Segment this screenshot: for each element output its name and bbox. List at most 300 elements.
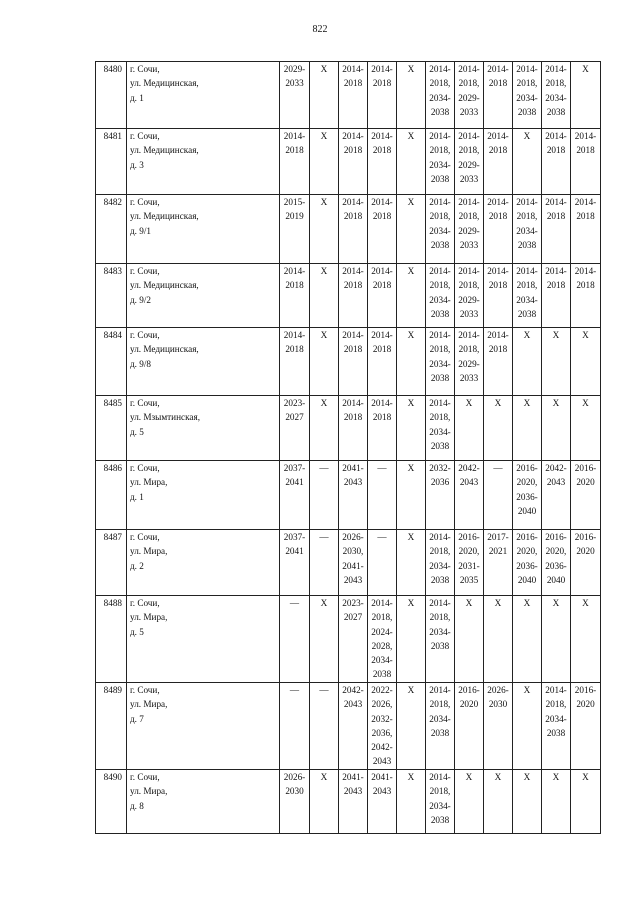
schedule-line: 2033 — [459, 308, 479, 319]
schedule-cell — [455, 195, 484, 264]
schedule-cell — [280, 770, 310, 834]
schedule-cell — [310, 396, 339, 461]
schedule-cell — [368, 328, 397, 396]
schedule-line: 2021 — [488, 546, 508, 557]
row-number-cell: 8489 — [96, 683, 127, 770]
schedule-line: 2014- — [458, 64, 480, 74]
schedule-cell — [368, 129, 397, 195]
address-line: г. Сочи, — [130, 463, 160, 473]
schedule-line: X — [494, 398, 502, 408]
schedule-cell — [542, 683, 571, 770]
schedule-line: 2014- — [516, 197, 538, 207]
schedule-line: 2023- — [283, 398, 306, 408]
schedule-cell — [397, 683, 426, 770]
schedule-line: 2020, — [545, 546, 567, 557]
schedule-cell — [280, 195, 310, 264]
address-line: д. 1 — [130, 491, 144, 502]
schedule-line: X — [552, 398, 560, 408]
schedule-line: 2018 — [285, 280, 304, 291]
schedule-line: 2015- — [283, 197, 306, 207]
schedule-cell — [571, 770, 601, 834]
address-line: ул. Мира, — [130, 546, 168, 557]
schedule-line: X — [320, 598, 328, 608]
schedule-line: 2016- — [516, 463, 538, 473]
table-row — [96, 596, 601, 683]
table-row — [96, 396, 601, 461]
schedule-line: 2014- — [458, 266, 480, 276]
dash-mark: — — [319, 685, 329, 695]
schedule-cell — [397, 129, 426, 195]
schedule-line: 2014- — [371, 398, 393, 408]
schedule-line: 2016- — [516, 532, 538, 542]
schedule-cell — [397, 530, 426, 596]
address-line: д. 2 — [130, 560, 144, 571]
schedule-cell — [426, 683, 455, 770]
schedule-cell — [368, 195, 397, 264]
schedule-cell — [426, 396, 455, 461]
schedule-cell — [484, 770, 513, 834]
schedule-line: X — [407, 197, 415, 207]
address-line: ул. Медицинская, — [130, 344, 199, 355]
schedule-line: 2014- — [283, 266, 306, 276]
schedule-cell — [542, 596, 571, 683]
schedule-line: 2029- — [458, 92, 480, 103]
schedule-line: X — [523, 131, 531, 141]
address-line: д. 9/8 — [130, 358, 152, 369]
schedule-line: 2018, — [516, 78, 538, 89]
schedule-line: 2018 — [546, 211, 566, 222]
address-line: ул. Мзымтинская, — [130, 412, 201, 423]
schedule-cell — [455, 770, 484, 834]
address-cell — [127, 461, 280, 530]
schedule-line: X — [407, 598, 415, 608]
schedule-cell — [397, 396, 426, 461]
schedule-cell — [426, 264, 455, 328]
address-cell — [127, 62, 280, 129]
schedule-line: 2018 — [488, 145, 508, 156]
address-line: г. Сочи, — [130, 131, 160, 141]
schedule-line: 2014- — [283, 131, 306, 141]
schedule-cell — [571, 129, 601, 195]
schedule-cell — [513, 264, 542, 328]
schedule-line: 2014- — [516, 266, 538, 276]
schedule-cell — [310, 195, 339, 264]
schedule-line: 2014- — [458, 197, 480, 207]
address-line: ул. Мира, — [130, 612, 168, 623]
schedule-line: 2018, — [429, 786, 451, 797]
address-cell — [127, 596, 280, 683]
schedule-cell — [426, 328, 455, 396]
schedule-line: 2034- — [371, 655, 393, 666]
schedule-cell — [542, 530, 571, 596]
schedule-line: 2018 — [343, 344, 363, 355]
row-number-cell: 8485 — [96, 396, 127, 461]
schedule-line: 2014- — [487, 64, 509, 74]
schedule-cell — [339, 328, 368, 396]
schedule-cell — [513, 195, 542, 264]
schedule-line: 2014- — [487, 197, 509, 207]
address-cell — [127, 770, 280, 834]
housing-repair-schedule-table — [95, 61, 601, 834]
dash-mark: — — [319, 532, 329, 542]
schedule-line: 2014- — [429, 685, 451, 695]
schedule-line: 2034- — [516, 294, 538, 305]
address-cell — [127, 530, 280, 596]
schedule-cell — [484, 129, 513, 195]
schedule-line: 2018 — [488, 78, 508, 89]
schedule-line: X — [320, 131, 328, 141]
schedule-line: 2018 — [488, 211, 508, 222]
schedule-line: 2014- — [574, 266, 597, 276]
schedule-line: 2014- — [342, 64, 364, 74]
page-number: 822 — [312, 24, 328, 35]
schedule-cell — [310, 530, 339, 596]
row-number-cell: 8488 — [96, 596, 127, 683]
schedule-line: 2034- — [429, 92, 451, 103]
schedule-line: 2043 — [372, 756, 392, 767]
schedule-line: 2036 — [430, 477, 450, 488]
schedule-line: 2014- — [342, 398, 364, 408]
schedule-line: 2014- — [371, 266, 393, 276]
schedule-cell — [310, 129, 339, 195]
schedule-line: 2041 — [285, 477, 304, 488]
address-cell — [127, 396, 280, 461]
schedule-line: 2020 — [576, 477, 595, 488]
schedule-cell — [571, 62, 601, 129]
schedule-cell — [571, 596, 601, 683]
schedule-cell — [426, 530, 455, 596]
schedule-line: 2018 — [372, 280, 392, 291]
schedule-line: 2018 — [372, 78, 392, 89]
schedule-line: 2014- — [487, 330, 509, 340]
schedule-line: X — [407, 131, 415, 141]
schedule-line: X — [465, 598, 473, 608]
schedule-line: 2018, — [429, 78, 451, 89]
schedule-line: 2031- — [458, 560, 480, 571]
schedule-line: 2029- — [458, 159, 480, 170]
address-line: г. Сочи, — [130, 598, 160, 608]
schedule-cell — [513, 596, 542, 683]
schedule-line: 2029- — [458, 358, 480, 369]
dash-mark: — — [377, 532, 387, 542]
address-line: д. 1 — [130, 92, 144, 103]
address-line: д. 7 — [130, 713, 144, 724]
schedule-line: 2040 — [546, 574, 566, 585]
schedule-line: 2018, — [429, 699, 451, 710]
schedule-line: 2038 — [430, 727, 450, 738]
schedule-line: 2020 — [459, 699, 479, 710]
schedule-line: 2042- — [371, 742, 393, 753]
schedule-line: 2014- — [342, 266, 364, 276]
dash-mark: — — [289, 685, 300, 695]
schedule-line: 2018, — [545, 78, 567, 89]
schedule-line: 2038 — [430, 640, 450, 651]
address-line: ул. Медицинская, — [130, 211, 199, 222]
address-cell — [127, 683, 280, 770]
address-line: ул. Медицинская, — [130, 280, 199, 291]
schedule-line: 2014- — [545, 197, 567, 207]
schedule-line: 2018, — [458, 280, 480, 291]
schedule-line: 2016- — [574, 685, 597, 695]
schedule-cell — [484, 264, 513, 328]
schedule-line: 2042- — [458, 463, 480, 473]
schedule-line: 2014- — [574, 131, 597, 141]
schedule-cell — [280, 129, 310, 195]
schedule-line: 2030 — [285, 786, 304, 797]
schedule-line: X — [407, 330, 415, 340]
schedule-cell — [455, 530, 484, 596]
schedule-line: X — [407, 532, 415, 542]
schedule-cell — [484, 62, 513, 129]
schedule-line: 2041- — [342, 463, 364, 473]
schedule-cell — [542, 770, 571, 834]
schedule-cell — [426, 770, 455, 834]
schedule-line: 2018, — [429, 612, 451, 623]
row-number-cell: 8490 — [96, 770, 127, 834]
schedule-line: 2038 — [517, 106, 537, 117]
schedule-cell — [280, 264, 310, 328]
address-cell — [127, 264, 280, 328]
schedule-line: X — [523, 398, 531, 408]
schedule-line: 2038 — [430, 814, 450, 825]
schedule-cell — [484, 461, 513, 530]
schedule-line: 2042- — [545, 463, 567, 473]
schedule-line: 2036- — [516, 491, 538, 502]
schedule-line: 2014- — [429, 330, 451, 340]
schedule-line: 2034- — [429, 358, 451, 369]
schedule-cell — [368, 683, 397, 770]
schedule-cell — [339, 770, 368, 834]
schedule-cell — [280, 62, 310, 129]
table-row — [96, 62, 601, 129]
address-line: г. Сочи, — [130, 398, 160, 408]
schedule-cell — [368, 396, 397, 461]
schedule-cell — [513, 461, 542, 530]
schedule-line: 2033 — [459, 372, 479, 383]
schedule-line: X — [494, 598, 502, 608]
schedule-cell — [455, 264, 484, 328]
schedule-cell — [368, 461, 397, 530]
address-line: д. 5 — [130, 426, 144, 437]
schedule-line: 2018, — [458, 344, 480, 355]
row-number-cell: 8487 — [96, 530, 127, 596]
address-line: д. 9/1 — [130, 225, 152, 236]
schedule-line: X — [320, 64, 328, 74]
schedule-line: 2041- — [342, 772, 364, 782]
schedule-line: 2014- — [487, 131, 509, 141]
schedule-cell — [542, 195, 571, 264]
table-row — [96, 770, 601, 834]
schedule-line: 2019 — [285, 211, 304, 222]
schedule-cell — [280, 596, 310, 683]
schedule-line: 2018, — [429, 145, 451, 156]
schedule-line: 2020 — [576, 546, 595, 557]
schedule-line: 2022- — [371, 685, 393, 695]
schedule-line: 2014- — [371, 330, 393, 340]
schedule-cell — [310, 683, 339, 770]
schedule-line: X — [407, 398, 415, 408]
schedule-cell — [484, 396, 513, 461]
schedule-cell — [310, 596, 339, 683]
schedule-line: 2018, — [516, 211, 538, 222]
schedule-line: 2018 — [285, 344, 304, 355]
schedule-cell — [542, 396, 571, 461]
schedule-cell — [542, 129, 571, 195]
schedule-line: 2034- — [516, 92, 538, 103]
schedule-line: 2016- — [458, 532, 480, 542]
table-row — [96, 328, 601, 396]
row-number-cell: 8480 — [96, 62, 127, 129]
schedule-line: X — [582, 64, 589, 74]
schedule-cell — [426, 62, 455, 129]
address-line: г. Сочи, — [130, 772, 160, 782]
table-row — [96, 195, 601, 264]
address-line: г. Сочи, — [130, 330, 160, 340]
schedule-line: 2038 — [430, 239, 450, 250]
schedule-line: 2020, — [516, 546, 538, 557]
schedule-line: 2034- — [429, 800, 451, 811]
address-line: г. Сочи, — [130, 64, 160, 74]
schedule-line: 2014- — [371, 131, 393, 141]
row-number-cell: 8483 — [96, 264, 127, 328]
schedule-line: 2034- — [429, 560, 451, 571]
schedule-line: 2037- — [283, 532, 306, 542]
schedule-line: X — [465, 398, 473, 408]
schedule-line: 2014- — [342, 197, 364, 207]
schedule-line: 2043 — [459, 477, 479, 488]
schedule-line: 2014- — [545, 64, 567, 74]
schedule-cell — [571, 195, 601, 264]
schedule-line: 2014- — [342, 330, 364, 340]
schedule-line: 2024- — [371, 626, 393, 637]
schedule-line: 2014- — [371, 197, 393, 207]
schedule-cell — [397, 264, 426, 328]
schedule-cell — [310, 328, 339, 396]
schedule-line: 2014- — [429, 64, 451, 74]
schedule-line: 2014- — [429, 131, 451, 141]
schedule-cell — [339, 683, 368, 770]
schedule-cell — [397, 195, 426, 264]
schedule-cell — [513, 62, 542, 129]
schedule-line: 2043 — [343, 477, 363, 488]
schedule-line: 2023- — [342, 598, 364, 608]
schedule-line: 2038 — [546, 727, 566, 738]
schedule-line: 2026- — [283, 772, 306, 782]
schedule-line: 2014- — [429, 532, 451, 542]
schedule-line: 2018, — [545, 699, 567, 710]
schedule-cell — [513, 129, 542, 195]
schedule-line: 2026- — [342, 532, 364, 542]
dash-mark: — — [377, 463, 387, 473]
schedule-cell — [455, 62, 484, 129]
schedule-line: 2018 — [343, 280, 363, 291]
schedule-line: 2018 — [343, 211, 363, 222]
schedule-line: 2035 — [459, 574, 479, 585]
schedule-cell — [426, 461, 455, 530]
schedule-line: 2018 — [372, 145, 392, 156]
row-number-cell: 8484 — [96, 328, 127, 396]
address-line: д. 5 — [130, 626, 144, 637]
schedule-cell — [339, 396, 368, 461]
schedule-line: X — [407, 64, 415, 74]
schedule-line: 2018 — [372, 412, 392, 423]
table-row — [96, 461, 601, 530]
schedule-line: 2014- — [342, 131, 364, 141]
schedule-line: 2034- — [545, 713, 567, 724]
schedule-line: 2018 — [576, 211, 595, 222]
address-cell — [127, 328, 280, 396]
schedule-line: 2034- — [545, 92, 567, 103]
schedule-line: 2036- — [545, 560, 567, 571]
schedule-cell — [484, 328, 513, 396]
schedule-line: 2014- — [487, 266, 509, 276]
schedule-line: 2033 — [459, 173, 479, 184]
schedule-line: 2038 — [430, 372, 450, 383]
schedule-line: X — [523, 330, 531, 340]
address-cell — [127, 195, 280, 264]
schedule-cell — [571, 530, 601, 596]
schedule-line: 2038 — [517, 239, 537, 250]
schedule-line: 2042- — [342, 685, 364, 695]
schedule-cell — [339, 62, 368, 129]
schedule-line: 2028, — [371, 640, 393, 651]
schedule-line: 2016- — [574, 532, 597, 542]
schedule-line: 2037- — [283, 463, 306, 473]
schedule-cell — [571, 683, 601, 770]
table-row — [96, 530, 601, 596]
schedule-cell — [339, 195, 368, 264]
schedule-cell — [484, 683, 513, 770]
schedule-line: 2043 — [343, 699, 363, 710]
schedule-cell — [310, 770, 339, 834]
schedule-line: 2034- — [429, 159, 451, 170]
schedule-line: 2026- — [487, 685, 509, 695]
schedule-line: 2018, — [429, 211, 451, 222]
schedule-line: 2029- — [458, 294, 480, 305]
schedule-line: 2020 — [576, 699, 595, 710]
schedule-cell — [455, 129, 484, 195]
schedule-line: X — [465, 772, 473, 782]
schedule-cell — [368, 770, 397, 834]
schedule-line: 2033 — [459, 106, 479, 117]
schedule-line: 2038 — [430, 308, 450, 319]
schedule-line: 2018, — [458, 78, 480, 89]
schedule-line: 2029- — [283, 64, 306, 74]
schedule-line: 2034- — [429, 225, 451, 236]
row-number-cell: 8482 — [96, 195, 127, 264]
address-line: г. Сочи, — [130, 266, 160, 276]
schedule-cell — [280, 328, 310, 396]
schedule-cell — [513, 328, 542, 396]
schedule-line: 2033 — [285, 78, 304, 89]
schedule-cell — [339, 596, 368, 683]
schedule-line: 2018 — [488, 344, 508, 355]
schedule-line: 2014- — [429, 598, 451, 608]
address-line: ул. Медицинская, — [130, 78, 199, 89]
schedule-line: 2014- — [545, 685, 567, 695]
schedule-line: 2034- — [429, 626, 451, 637]
address-line: г. Сочи, — [130, 197, 160, 207]
row-number-cell: 8481 — [96, 129, 127, 195]
schedule-line: X — [407, 463, 415, 473]
schedule-cell — [542, 461, 571, 530]
schedule-cell — [310, 62, 339, 129]
schedule-line: 2018, — [429, 412, 451, 423]
schedule-line: 2040 — [517, 505, 537, 516]
schedule-line: 2043 — [343, 574, 363, 585]
schedule-cell — [280, 396, 310, 461]
schedule-line: 2018 — [343, 412, 363, 423]
